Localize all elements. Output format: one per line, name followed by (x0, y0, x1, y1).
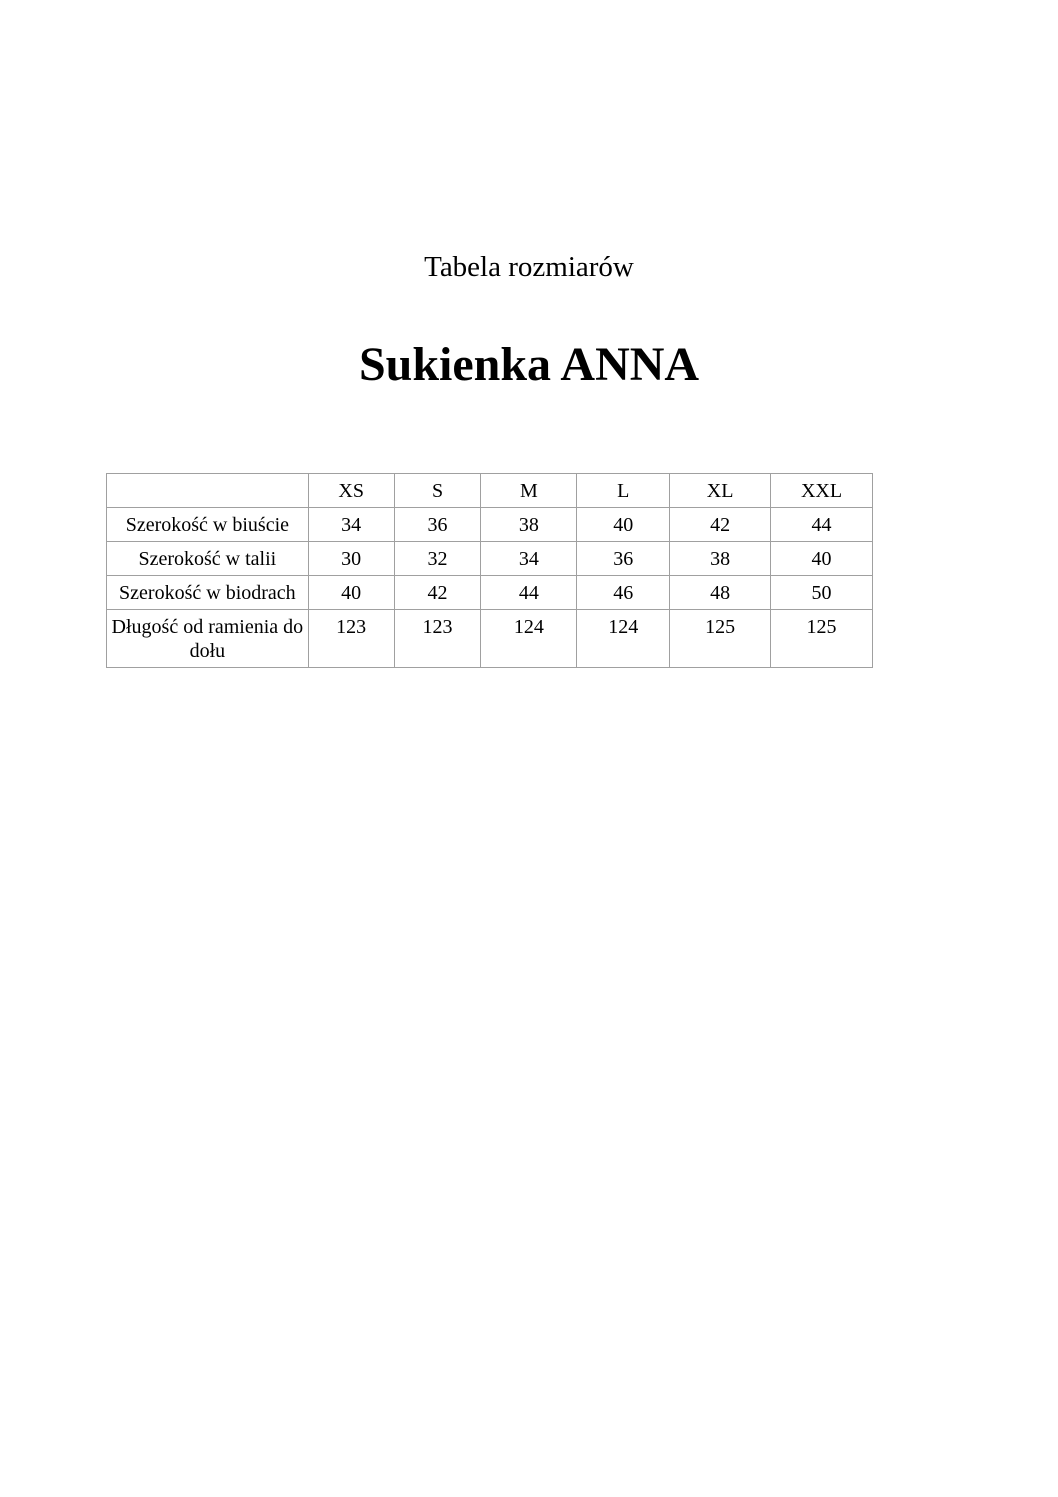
table-cell: 32 (394, 542, 481, 576)
column-header-s: S (394, 474, 481, 508)
table-cell: 123 (308, 610, 394, 668)
row-label: Szerokość w biuście (107, 508, 309, 542)
table-cell: 36 (394, 508, 481, 542)
table-row (107, 576, 873, 610)
table-cell: 44 (771, 508, 873, 542)
table-row (107, 508, 873, 542)
size-table (106, 473, 873, 668)
table-header-row (107, 474, 873, 508)
table-cell: 125 (771, 610, 873, 668)
column-header-xxl: XXL (771, 474, 873, 508)
row-label: Długość od ramienia do dołu (107, 610, 309, 668)
table-row (107, 610, 873, 668)
table-cell: 38 (481, 508, 577, 542)
table-cell: 34 (308, 508, 394, 542)
table-cell: 48 (670, 576, 771, 610)
table-cell: 40 (308, 576, 394, 610)
table-cell: 123 (394, 610, 481, 668)
table-cell: 124 (481, 610, 577, 668)
column-header-l: L (577, 474, 670, 508)
table-cell: 42 (670, 508, 771, 542)
table-cell: 30 (308, 542, 394, 576)
table-cell: 38 (670, 542, 771, 576)
table-cell: 125 (670, 610, 771, 668)
row-label: Szerokość w talii (107, 542, 309, 576)
table-row (107, 542, 873, 576)
document-title: Sukienka ANNA (358, 338, 700, 391)
table-cell: 46 (577, 576, 670, 610)
column-header-m: M (481, 474, 577, 508)
table-corner-cell (107, 474, 309, 508)
column-header-xl: XL (670, 474, 771, 508)
table-cell: 124 (577, 610, 670, 668)
table-cell: 50 (771, 576, 873, 610)
table-cell: 42 (394, 576, 481, 610)
table-cell: 40 (577, 508, 670, 542)
table-cell: 44 (481, 576, 577, 610)
table-cell: 34 (481, 542, 577, 576)
table-cell: 40 (771, 542, 873, 576)
document-subtitle: Tabela rozmiarów (424, 251, 634, 283)
row-label: Szerokość w biodrach (107, 576, 309, 610)
column-header-xs: XS (308, 474, 394, 508)
table-cell: 36 (577, 542, 670, 576)
